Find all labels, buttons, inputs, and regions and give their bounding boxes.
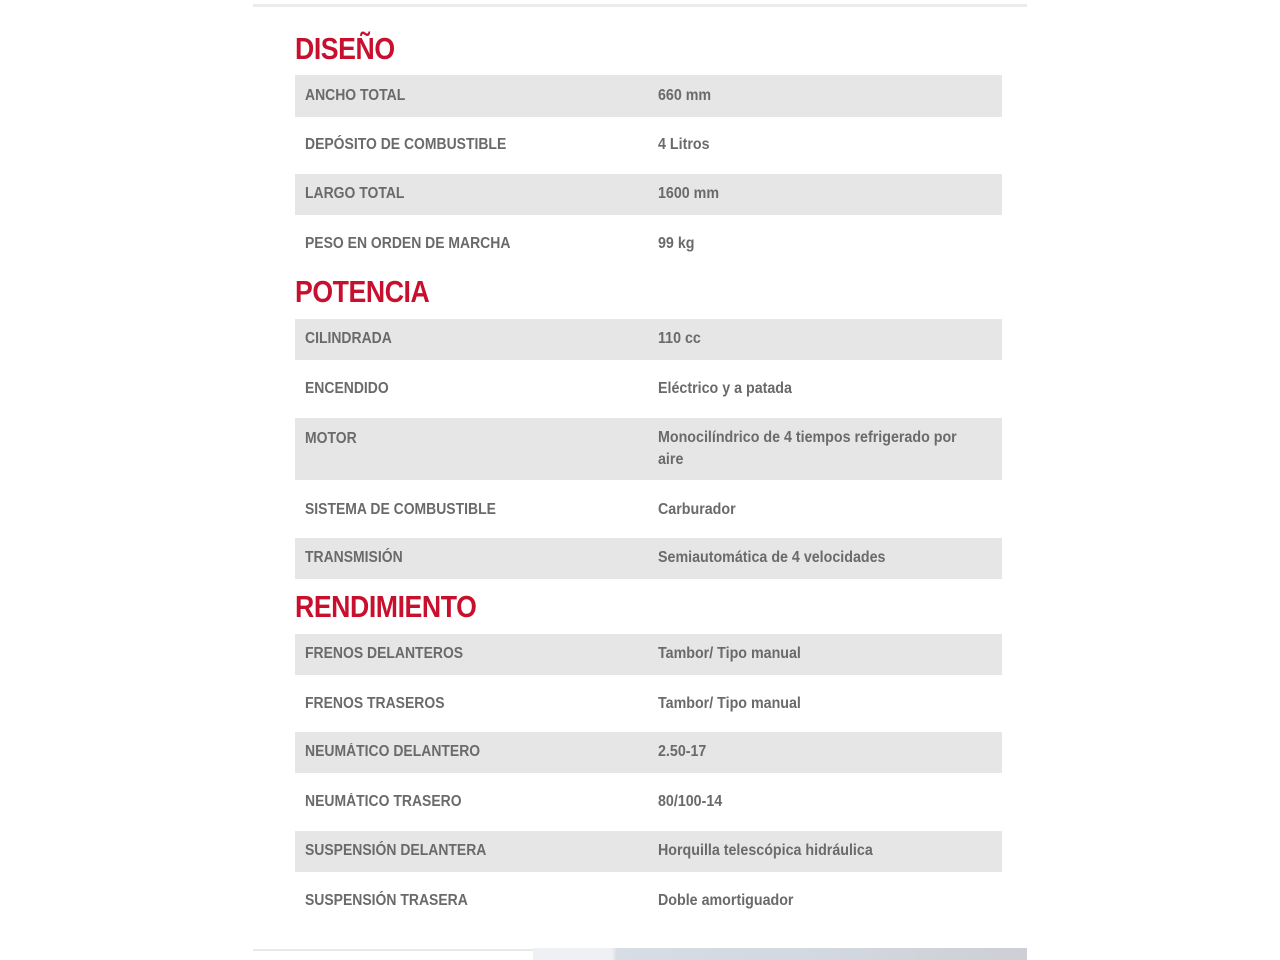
spec-value: Tambor/ Tipo manual [658, 695, 801, 712]
spec-label: MOTOR [305, 430, 357, 447]
spec-value: 2.50-17 [658, 743, 707, 760]
table-row [295, 732, 1002, 773]
table-row [295, 174, 1002, 215]
bottom-image-strip [533, 948, 1027, 960]
spec-value: 99 kg [658, 235, 695, 252]
spec-label: NEUMÁTICO TRASERO [305, 793, 462, 810]
spec-label: DEPÓSITO DE COMBUSTIBLE [305, 136, 507, 153]
spec-value: Tambor/ Tipo manual [658, 645, 801, 662]
table-row [295, 418, 1002, 480]
spec-value: 80/100-14 [658, 793, 723, 810]
spec-value: 1600 mm [658, 185, 720, 202]
spec-label: ANCHO TOTAL [305, 87, 406, 104]
table-row [295, 223, 1002, 265]
spec-label: LARGO TOTAL [305, 185, 405, 202]
table-row [295, 683, 1002, 725]
table-row [295, 75, 1002, 117]
spec-label: SUSPENSIÓN TRASERA [305, 892, 468, 909]
table-row [295, 634, 1002, 675]
spec-value: Carburador [658, 501, 736, 518]
section-title-diseno: DISEÑO [295, 31, 395, 66]
section-title-rendimiento: RENDIMIENTO [295, 589, 477, 624]
spec-value: 4 Litros [658, 136, 710, 153]
spec-label: TRANSMISIÓN [305, 549, 403, 566]
table-row [295, 319, 1002, 360]
table-row [295, 368, 1002, 410]
spec-value: 660 mm [658, 87, 712, 104]
spec-value: Horquilla telescópica hidráulica [658, 842, 873, 859]
spec-label: FRENOS DELANTEROS [305, 645, 464, 662]
section-title-potencia: POTENCIA [295, 274, 430, 309]
table-row [295, 831, 1002, 872]
table-row [295, 124, 1002, 166]
spec-label: SISTEMA DE COMBUSTIBLE [305, 501, 496, 518]
spec-value: 110 cc [658, 330, 701, 347]
spec-value: Monocilíndrico de 4 tiempos refrigerado por aire [658, 429, 957, 468]
spec-label: SUSPENSIÓN DELANTERA [305, 842, 487, 859]
spec-value: Eléctrico y a patada [658, 380, 792, 397]
spec-label: PESO EN ORDEN DE MARCHA [305, 235, 511, 252]
spec-value: Semiautomática de 4 velocidades [658, 549, 886, 566]
table-row [295, 781, 1002, 823]
top-divider [253, 4, 1027, 7]
bottom-divider [253, 949, 533, 951]
table-row [295, 880, 1002, 922]
spec-label: CILINDRADA [305, 330, 392, 347]
spec-value: Doble amortiguador [658, 892, 794, 909]
spec-label: NEUMÁTICO DELANTERO [305, 743, 481, 760]
table-row [295, 489, 1002, 531]
spec-label: ENCENDIDO [305, 380, 389, 397]
table-row [295, 538, 1002, 579]
spec-label: FRENOS TRASEROS [305, 695, 445, 712]
